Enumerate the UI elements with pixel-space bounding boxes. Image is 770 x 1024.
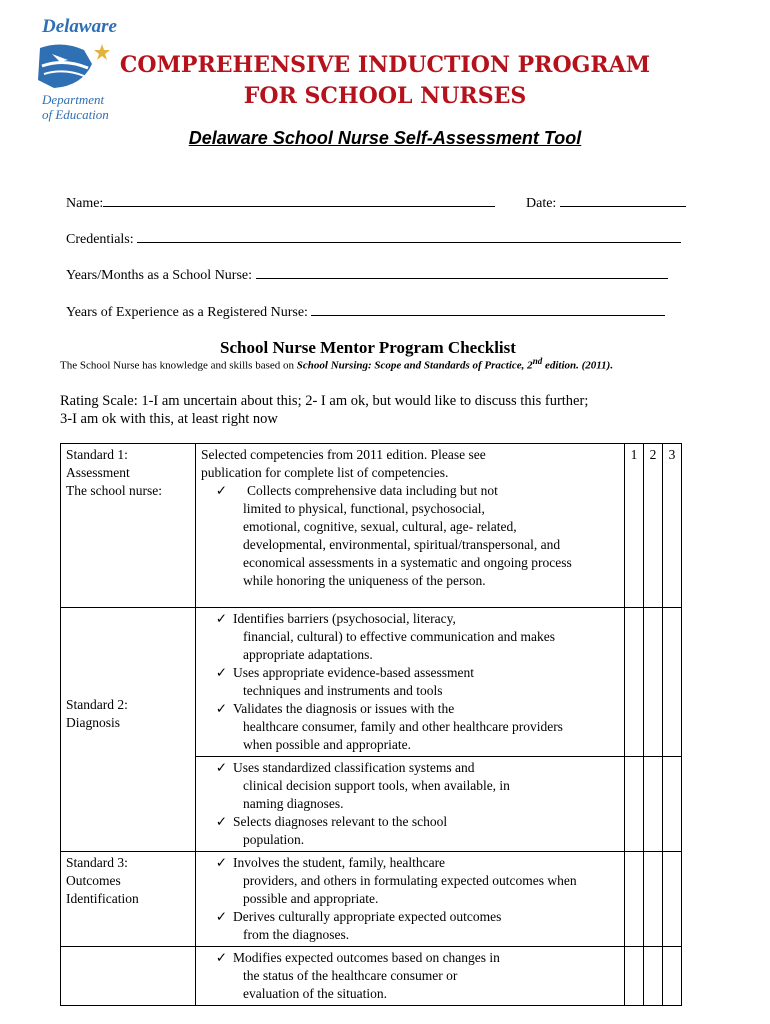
credentials-label: Credentials: (66, 232, 134, 247)
competency-table (60, 443, 682, 1006)
rating-cell[interactable] (644, 757, 663, 852)
checklist-title: School Nurse Mentor Program Checklist (220, 338, 516, 357)
item-text: when possible and appropriate. (243, 737, 411, 752)
standard2-line1: Standard 2: (66, 697, 128, 712)
item-text: healthcare consumer, family and other healthcare providers (243, 719, 563, 734)
check-icon: ✓ (215, 909, 227, 924)
item-text: appropriate adaptations. (243, 647, 373, 662)
logo-department-text (42, 92, 109, 122)
item-text: developmental, environmental, spiritual/transpersonal, and (243, 537, 561, 552)
rating-cell[interactable] (644, 852, 663, 947)
item-text: the status of the healthcare consumer or (243, 968, 458, 983)
standard-cell (61, 608, 196, 852)
years-rn-label: Years of Experience as a Registered Nurse: (66, 305, 308, 320)
rating-cell[interactable] (625, 947, 644, 1006)
standard3-line1: Standard 3: (66, 855, 128, 870)
item-text: Validates the diagnosis or issues with the (233, 701, 455, 716)
logo-org-name: Delaware (42, 16, 117, 37)
knowledge-statement (60, 356, 613, 372)
item-text: Uses standardized classification systems and (233, 760, 475, 775)
rating-cell[interactable] (625, 608, 644, 757)
knowledge-sup: nd (532, 356, 543, 366)
check-icon: ✓ (215, 483, 227, 498)
standard3-line2: Outcomes (66, 873, 121, 888)
list-item (201, 949, 619, 1003)
item-text: Selects diagnoses relevant to the school (233, 814, 448, 829)
list-item (201, 813, 619, 849)
standard1-line1: Standard 1: (66, 447, 128, 462)
rating-cell[interactable] (625, 852, 644, 947)
item-text: Involves the student, family, healthcare (233, 855, 446, 870)
check-icon: ✓ (215, 855, 227, 870)
rating-line1: Rating Scale: 1-I am uncertain about this; 2- I am ok, but would like to discuss this further; (60, 393, 589, 409)
standard-cell (61, 444, 196, 608)
standard3-line3: Identification (66, 891, 139, 906)
date-label: Date: (526, 196, 557, 211)
name-line[interactable] (103, 192, 495, 207)
list-item (201, 482, 619, 590)
page-subtitle: Delaware School Nurse Self-Assessment Tool (188, 128, 582, 148)
check-icon: ✓ (215, 665, 227, 680)
item-text: providers, and others in formulating expected outcomes when (243, 873, 577, 888)
check-icon: ✓ (215, 701, 227, 716)
list-item (201, 610, 619, 664)
item-text: emotional, cognitive, sexual, cultural, age- related, (243, 519, 517, 534)
rating-header-2[interactable]: 2 (644, 444, 663, 608)
years-rn-line[interactable] (311, 301, 665, 316)
page-title (100, 50, 670, 112)
title-line1: COMPREHENSIVE INDUCTION PROGRAM (119, 52, 651, 78)
rating-cell[interactable] (663, 852, 682, 947)
date-field[interactable] (526, 192, 686, 212)
check-icon: ✓ (215, 611, 227, 626)
table-row (61, 608, 682, 757)
name-label: Name: (66, 196, 104, 211)
item-text: Uses appropriate evidence-based assessment (233, 665, 475, 680)
table-row (61, 444, 682, 608)
rating-scale (60, 392, 680, 428)
years-school-line[interactable] (256, 264, 668, 279)
item-text: limited to physical, functional, psychosocial, (243, 501, 485, 516)
logo-dept-line2: of Education (42, 107, 109, 122)
item-text: from the diagnoses. (243, 927, 350, 942)
name-field[interactable] (66, 192, 495, 212)
knowledge-suffix: edition. (2011). (542, 359, 614, 372)
item-text: evaluation of the situation. (243, 986, 387, 1001)
item-text: Derives culturally appropriate expected outcomes (233, 909, 502, 924)
credentials-line[interactable] (137, 228, 681, 243)
list-item (201, 908, 619, 944)
intro-line2: publication for complete list of competencies. (201, 465, 449, 480)
item-text: Modifies expected outcomes based on changes in (233, 950, 500, 965)
item-text: financial, cultural) to effective communication and makes (243, 629, 556, 644)
list-item (201, 759, 619, 813)
years-school-nurse-field[interactable] (66, 264, 668, 284)
credentials-field[interactable] (66, 228, 681, 248)
years-school-label: Years/Months as a School Nurse: (66, 268, 253, 283)
competency-cell (196, 852, 625, 947)
rating-cell[interactable] (663, 947, 682, 1006)
table-row (61, 852, 682, 947)
knowledge-prefix: The School Nurse has knowledge and skills based on (60, 359, 297, 372)
item-text: possible and appropriate. (243, 891, 379, 906)
item-text: while honoring the uniqueness of the person. (243, 573, 486, 588)
knowledge-book-title: School Nursing: Scope and Standards of Practice, 2 (296, 359, 533, 372)
list-item (201, 700, 619, 754)
competency-cell (196, 444, 625, 608)
rating-header-1[interactable]: 1 (625, 444, 644, 608)
rating-cell[interactable] (644, 608, 663, 757)
standard2-line2: Diagnosis (66, 715, 120, 730)
list-item (201, 854, 619, 908)
item-text: Identifies barriers (psychosocial, literacy, (233, 611, 456, 626)
item-text: clinical decision support tools, when available, in (243, 778, 510, 793)
competency-cell (196, 947, 625, 1006)
check-icon: ✓ (215, 950, 227, 965)
table-row (61, 947, 682, 1006)
competency-cell (196, 757, 625, 852)
rating-header-3[interactable]: 3 (663, 444, 682, 608)
logo-dept-line1: Department (42, 92, 105, 107)
standard1-line3: The school nurse: (66, 483, 162, 498)
check-icon: ✓ (215, 814, 227, 829)
date-line[interactable] (560, 192, 686, 207)
item-text: economical assessments in a systematic and ongoing process (243, 555, 572, 570)
title-line2: FOR SCHOOL NURSES (243, 83, 527, 109)
rating-cell[interactable] (625, 757, 644, 852)
item-text: naming diagnoses. (243, 796, 344, 811)
list-item (201, 664, 619, 700)
standard-cell (61, 947, 196, 1006)
item-text: Collects comprehensive data including but not (247, 483, 498, 498)
rating-cell[interactable] (644, 947, 663, 1006)
item-text: techniques and instruments and tools (243, 683, 443, 698)
item-text: population. (243, 832, 305, 847)
competency-cell (196, 608, 625, 757)
rating-cell[interactable] (663, 608, 682, 757)
rating-line2: 3-I am ok with this, at least right now (60, 411, 278, 427)
rating-cell[interactable] (663, 757, 682, 852)
standard-cell (61, 852, 196, 947)
check-icon: ✓ (215, 760, 227, 775)
intro-line1: Selected competencies from 2011 edition. Please see (201, 447, 486, 462)
years-rn-field[interactable] (66, 301, 665, 321)
standard1-line2: Assessment (66, 465, 130, 480)
